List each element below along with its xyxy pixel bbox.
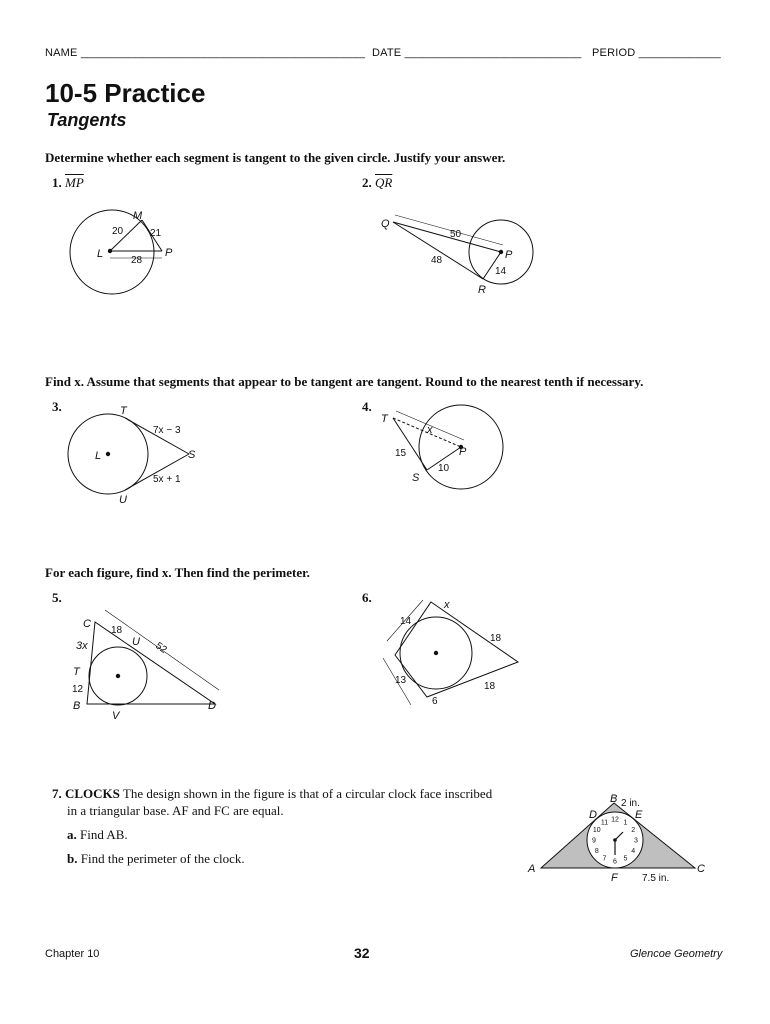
footer-page-number: 32 [354,945,370,961]
fig6-label-a: 14 [400,616,412,627]
fig2-label-p: P [505,249,513,261]
clock-numeral-2: 2 [631,827,636,834]
date-field-label: DATE ____________________________ [372,47,582,59]
fig7-clock-center [613,838,617,842]
problem-7-part-b [67,851,245,867]
fig1-label-lm: 20 [112,226,124,237]
fig3-label-ts: 7x − 3 [153,425,181,436]
fig7-label-f: F [611,872,618,884]
problem-1-segment: $\overline{MP}$ [65,175,84,190]
part-a-text: Find AB. [80,827,128,842]
problem-6-number: 6. [362,590,372,605]
footer-book-title: Glencoe Geometry [630,948,723,960]
fig1-center-dot [108,249,112,253]
clock-numeral-8: 8 [594,848,599,855]
clock-numeral-6: 6 [613,858,617,866]
fig4-label-p: P [459,446,467,458]
fig5-label-cd: 52 [153,640,169,656]
fig1-label-lp: 28 [131,255,143,266]
clock-numeral-9: 9 [592,837,596,845]
problem-1-number: 1. [52,175,62,190]
fig4-label-tp: x [427,424,433,436]
fig7-label-be: 2 in. [621,798,640,809]
fig1-circle [70,210,154,294]
fig5-center-dot [116,674,120,678]
fig2-dimension-line [395,215,503,245]
clock-numeral-3: 3 [634,837,638,845]
fig3-label-l: L [95,450,102,462]
clock-numeral-7: 7 [602,855,607,863]
problem-7-text-line2: in a triangular base. AF and FC are equal. [67,803,284,818]
fig4-segment-ts [393,418,427,470]
section1-instruction: Determine whether each segment is tangent to the given circle. Justify your answer. [45,150,506,165]
fig2-label-q: Q [381,218,390,230]
clock-numeral-11: 11 [600,819,609,827]
fig2-label-qp: 50 [450,229,462,240]
section3-instruction: For each figure, find x. Then find the perimeter. [45,565,310,580]
fig5-label-u: U [132,636,140,648]
fig1-label-l: L [97,248,104,260]
fig6-label-c: 13 [395,675,407,686]
fig6-center-dot [434,651,438,655]
fig5-label-t: T [73,666,80,678]
fig5-label-v: V [112,710,120,722]
problem-3-number: 3. [52,399,62,414]
fig5-label-cu: 18 [111,625,123,636]
section2-instruction: Find x. Assume that segments that appear to be tangent are tangent. Round to the nearest tenth if necessary. [45,374,644,389]
page-subtitle: Tangents [47,110,127,130]
problem-4-number: 4. [362,399,372,414]
part-a-label: a. [67,827,77,842]
figure-3 [65,400,215,510]
fig7-label-fc: 7.5 in. [642,873,670,884]
fig4-label-t: T [381,413,388,425]
figure-1 [60,205,190,305]
figure-5 [65,600,235,725]
problem-2-label [362,175,392,191]
clock-numeral-5: 5 [623,855,628,863]
fig5-triangle [87,622,215,704]
problem-2-segment: $\overline{QR}$ [375,175,393,190]
fig5-label-d: D [208,700,216,712]
fig6-label-e: 6 [432,696,438,707]
fig7-label-c: C [697,863,705,875]
figure-2 [375,205,535,300]
figure-4 [375,400,505,500]
problem-7-number: 7. [52,786,62,801]
fig6-label-b: 18 [490,633,502,644]
fig5-label-tb: 12 [72,684,84,695]
fig3-label-u: U [119,494,127,506]
fig6-label-x: x [444,599,450,611]
fig5-label-c: C [83,618,91,630]
fig6-label-d: 18 [484,681,496,692]
fig5-label-ct: 3x [76,640,88,652]
fig4-label-ts: 15 [395,448,407,459]
fig7-label-e: E [635,809,643,821]
fig7-label-d: D [589,809,597,821]
part-b-label: b. [67,851,78,866]
footer-chapter: Chapter 10 [45,948,100,960]
problem-1-label [52,175,84,191]
problem-7-statement [52,786,492,802]
clock-numeral-4: 4 [631,848,636,855]
problem-5-number: 5. [52,590,62,605]
fig2-label-r: R [478,284,486,296]
fig7-label-b: B [610,793,618,805]
fig2-segment-qp [393,222,501,252]
period-field-label: PERIOD _____________ [592,47,721,59]
fig1-label-mp: 21 [150,228,162,239]
name-field-label: NAME _____________________________________________ [45,47,366,59]
fig3-label-s: S [188,449,196,461]
fig2-label-qr: 48 [431,255,443,266]
fig4-label-s: S [412,472,420,484]
clock-numeral-10: 10 [592,827,601,834]
part-b-text: Find the perimeter of the clock. [80,851,245,866]
problem-2-number: 2. [362,175,372,190]
fig4-label-sp: 10 [438,463,450,474]
fig1-label-m: M [133,210,143,222]
fig2-label-pr: 14 [495,266,507,277]
figure-7-clock [525,790,710,885]
problem-7-text-line1: The design shown in the figure is that of a circular clock face inscribed [122,786,493,801]
figure-6 [375,595,535,715]
fig5-label-b: B [73,700,81,712]
clock-numeral-12: 12 [611,816,619,824]
clock-numeral-1: 1 [623,819,628,827]
fig1-label-p: P [165,247,173,259]
fig3-label-us: 5x + 1 [153,474,181,485]
fig3-segment-ts [125,418,189,454]
fig3-center-dot [106,452,110,456]
problem-7-heading: CLOCKS [65,786,120,801]
fig3-label-t: T [120,405,127,417]
problem-7-part-a [67,827,128,843]
fig2-center-dot [499,250,503,254]
page-title: 10-5 Practice [45,78,206,108]
fig7-label-a: A [528,863,536,875]
